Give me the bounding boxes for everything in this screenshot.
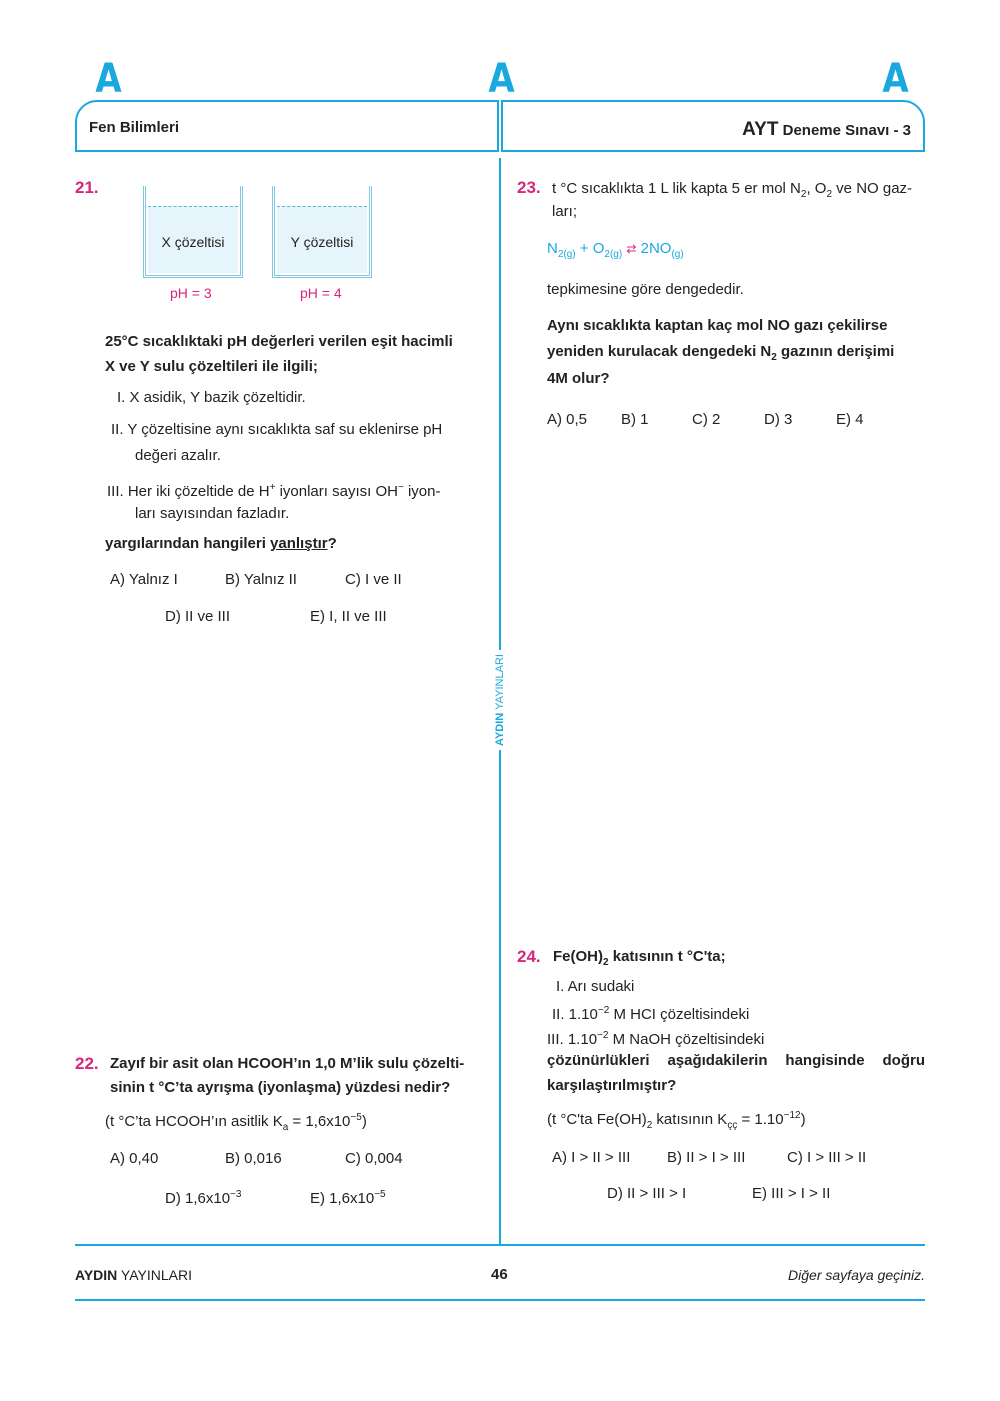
question-stem: tepkimesine göre dengededir. bbox=[547, 281, 744, 298]
question-ask: Aynı sıcaklıkta kaptan kaç mol NO gazı çekilirse bbox=[547, 317, 888, 334]
question-note: (t °C'ta $Fe(OH)_2$ katısının $K_{çç} = 1.10^{-12}$) bbox=[547, 1110, 806, 1131]
option-a[interactable]: A) 0,5 bbox=[547, 411, 588, 428]
question-number: 24. bbox=[517, 947, 541, 966]
option-e[interactable]: E) I, II ve III bbox=[310, 608, 387, 625]
question-stem: t °C sıcaklıkta 1 L lik kapta 5 er mol $N_2$, $O_2$ ve NO gaz- bbox=[552, 180, 913, 200]
question-ask: yargılarından hangileri yanlıştır? bbox=[105, 535, 337, 552]
option-d[interactable]: D) II ve III bbox=[165, 608, 231, 625]
statement: II. $1.10^{-2}$ M HCI çözeltisindeki bbox=[552, 1005, 750, 1023]
option-c[interactable]: C) 2 bbox=[692, 411, 721, 428]
question-stem: X ve Y sulu çözeltileri ile ilgili; bbox=[105, 358, 318, 375]
option-e[interactable]: E) 4 bbox=[836, 411, 864, 428]
statement: I. X asidik, Y bazik çözeltidir. bbox=[117, 389, 306, 406]
option-d[interactable]: D) II > III > I bbox=[607, 1185, 687, 1202]
footer-brand: AYDIN YAYINLARI bbox=[75, 1267, 192, 1283]
option-e[interactable]: E) III > I > II bbox=[752, 1185, 831, 1202]
question-ask: 4M olur? bbox=[547, 370, 610, 387]
page-number: 46 bbox=[491, 1266, 508, 1283]
beaker-y: Y çözeltisi bbox=[272, 186, 372, 278]
booklet-letter: A bbox=[488, 56, 515, 102]
next-page-note: Diğer sayfaya geçiniz. bbox=[788, 1267, 925, 1283]
question-stem: 25°C sıcaklıktaki pH değerleri verilen eşit hacimli bbox=[105, 333, 453, 350]
question-note: (t °C’ta HCOOH’ın asitlik $K_a = 1,6x10^{-5}$) bbox=[105, 1112, 367, 1133]
option-c[interactable]: C) I > III > II bbox=[787, 1149, 867, 1166]
reaction-equation: $N_{2(g)} + O_{2(g)}$ ⇄ $2NO_{(g)}$ bbox=[547, 240, 684, 260]
statement: değeri azalır. bbox=[135, 447, 221, 464]
option-d[interactable]: D) $1,6x10^{-3}$ bbox=[165, 1189, 242, 1207]
option-d[interactable]: D) 3 bbox=[764, 411, 793, 428]
question-stem: Zayıf bir asit olan HCOOH’ın 1,0 M’lik sulu çözelti- bbox=[110, 1055, 465, 1072]
side-publisher: AYDIN YAYINLARI bbox=[494, 650, 506, 750]
header-left bbox=[75, 100, 499, 152]
ph-label: pH = 3 bbox=[170, 285, 212, 301]
statement: III. $1.10^{-2}$ M NaOH çözeltisindeki bbox=[547, 1030, 765, 1048]
question-ask: çözünürlükleri aşağıdakilerin hangisinde doğru bbox=[547, 1052, 925, 1069]
option-e[interactable]: E) $1,6x10^{-5}$ bbox=[310, 1189, 386, 1207]
question-ask: karşılaştırılmıştır? bbox=[547, 1077, 677, 1094]
exam-title: AYT Deneme Sınavı - 3 bbox=[742, 119, 911, 140]
subject-title: Fen Bilimleri bbox=[89, 119, 180, 136]
statement: I. Arı sudaki bbox=[556, 978, 635, 995]
question-stem: $Fe(OH)_2$ katısının t °C'ta; bbox=[553, 948, 726, 968]
statement: ları sayısından fazladır. bbox=[135, 505, 290, 522]
question-stem: ları; bbox=[552, 203, 578, 220]
option-b[interactable]: B) 0,016 bbox=[225, 1150, 282, 1167]
option-b[interactable]: B) II > I > III bbox=[667, 1149, 746, 1166]
question-ask: yeniden kurulacak dengedeki $N_2$ gazının derişimi bbox=[547, 343, 895, 363]
question-stem: sinin t °C’ta ayrışma (iyonlaşma) yüzdesi nedir? bbox=[110, 1079, 451, 1096]
option-b[interactable]: B) 1 bbox=[621, 411, 649, 428]
statement: II. Y çözeltisine aynı sıcaklıkta saf su eklenirse pH bbox=[111, 421, 443, 438]
footer-rule bbox=[75, 1299, 925, 1301]
header-right bbox=[501, 100, 925, 152]
question-number: 21. bbox=[75, 178, 99, 197]
option-b[interactable]: B) Yalnız II bbox=[225, 571, 297, 588]
ph-label: pH = 4 bbox=[300, 285, 342, 301]
question-number: 23. bbox=[517, 178, 541, 197]
statement: III. Her iki çözeltide de H+ iyonları sayısı OH− iyon- bbox=[107, 482, 441, 500]
option-a[interactable]: A) 0,40 bbox=[110, 1150, 159, 1167]
option-a[interactable]: A) Yalnız I bbox=[110, 571, 178, 588]
question-number: 22. bbox=[75, 1054, 99, 1073]
booklet-letter: A bbox=[95, 56, 122, 102]
option-c[interactable]: C) 0,004 bbox=[345, 1150, 403, 1167]
footer-rule bbox=[75, 1244, 925, 1246]
option-a[interactable]: A) I > II > III bbox=[552, 1149, 631, 1166]
beaker-x: X çözeltisi bbox=[143, 186, 243, 278]
booklet-letter: A bbox=[882, 56, 909, 102]
option-c[interactable]: C) I ve II bbox=[345, 571, 402, 588]
